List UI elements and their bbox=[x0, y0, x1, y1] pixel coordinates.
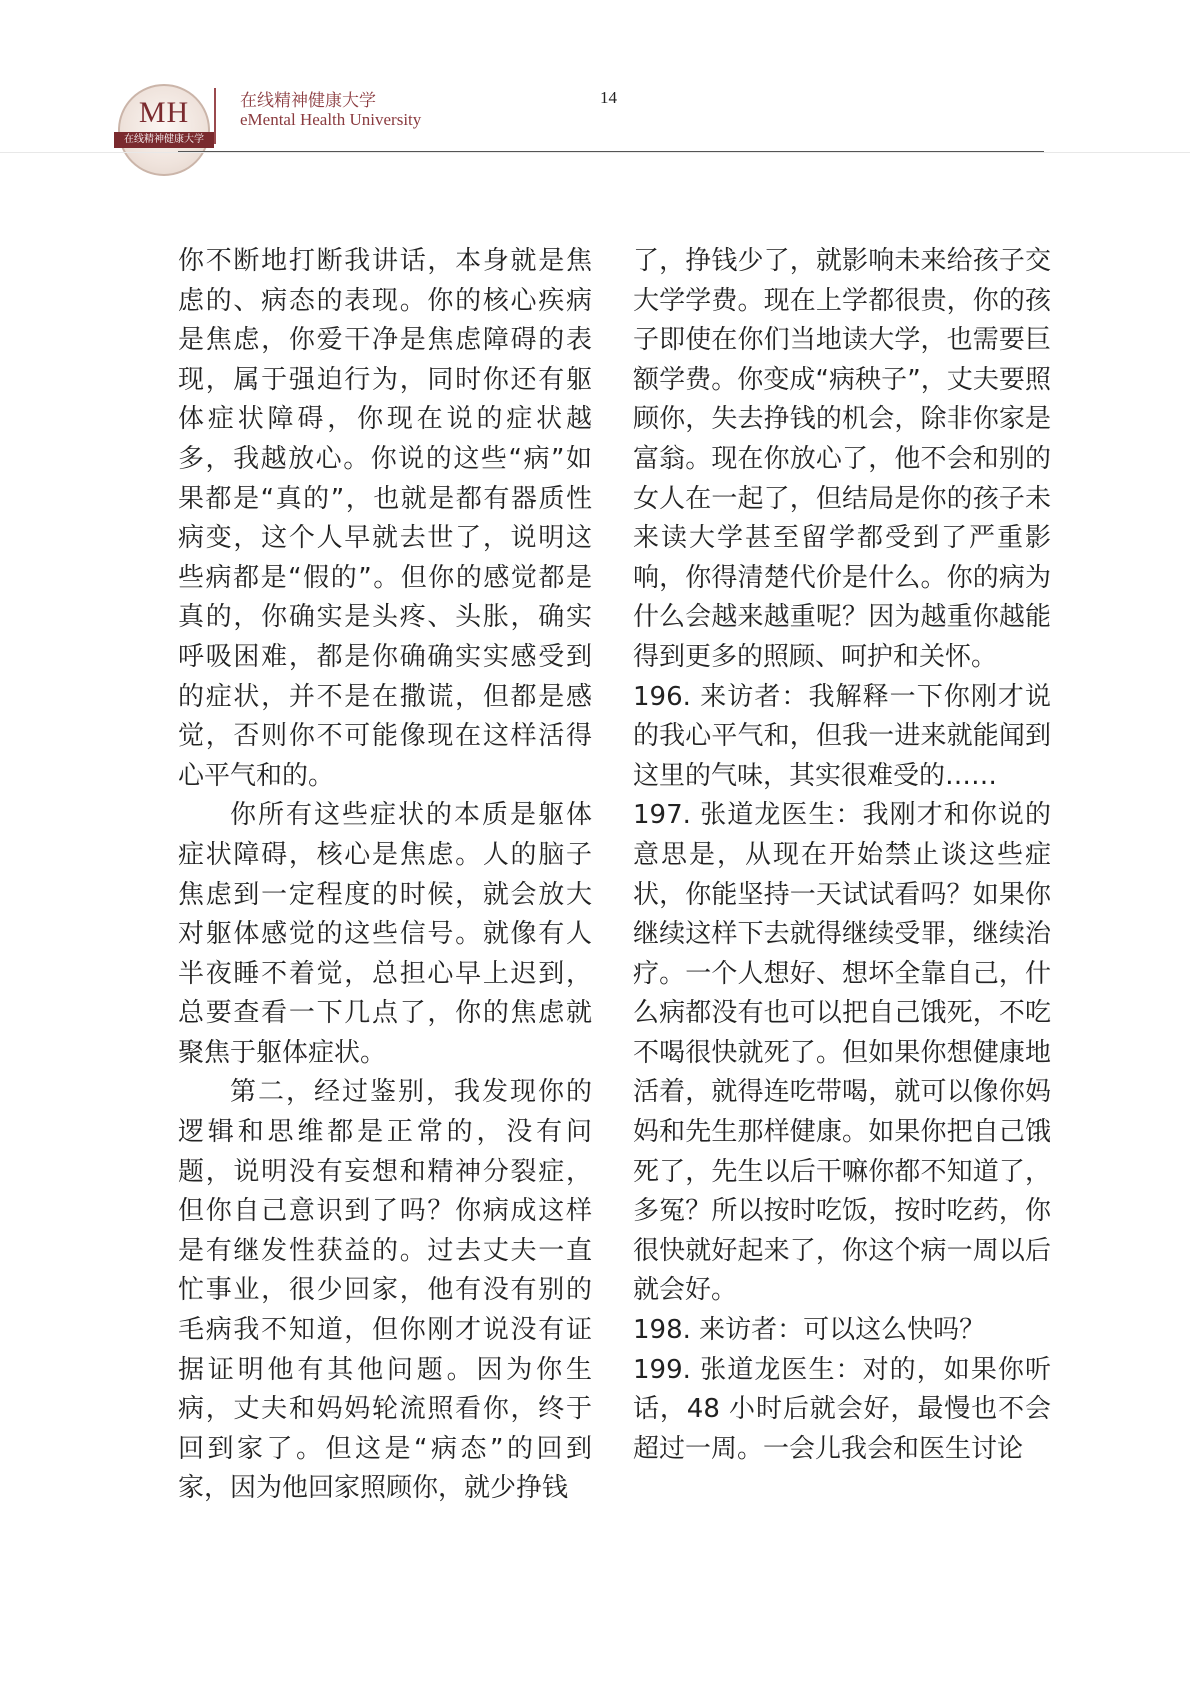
right-column bbox=[633, 242, 1051, 1469]
paragraph: 你所有这些症状的本质是躯体症状障碍，核心是焦虑。人的脑子焦虑到一定程度的时候，就会放大对躯体感觉的这些信号。就像有人半夜睡不着觉，总担心早上迟到，总要查看一下几点了，你的焦虑就聚焦于躯体症状。 bbox=[178, 800, 592, 1068]
dialogue-196: 196. 来访者：我解释一下你刚才说的我心平气和，但我一进来就能闻到这里的气味，其实很难受的…… bbox=[633, 681, 1051, 791]
paragraph: 你不断地打断我讲话，本身就是焦虑的、病态的表现。你的核心疾病是焦虑，你爱干净是焦虑障碍的表现，属于强迫行为，同时你还有躯体症状障碍，你现在说的症状越多，我越放心。你说的这些“病”如果都是“真的”，也就是都有器质性病变，这个人早就去世了，说明这些病都是“假的”。但你的感觉都是真的，你确实是头疼、头胀，确实呼吸困难，都是你确确实实感受到的症状，并不是在撒谎，但都是感觉，否则你不可能像现在这样活得心平气和的。 bbox=[178, 246, 592, 791]
logo-letters: MH bbox=[138, 96, 190, 129]
logo-banner: 在线精神健康大学 bbox=[114, 132, 214, 148]
dialogue-199: 199. 张道龙医生：对的，如果你听话，48 小时后就会好，最慢也不会超过一周。一会儿我会和医生讨论 bbox=[633, 1354, 1051, 1464]
brand-name-english: eMental Health University bbox=[240, 110, 422, 129]
brand-name-chinese: 在线精神健康大学 bbox=[240, 91, 376, 111]
university-logo bbox=[118, 84, 210, 176]
paragraph: 第二，经过鉴别，我发现你的逻辑和思维都是正常的，没有问题，说明没有妄想和精神分裂症，但你自己意识到了吗？你病成这样是有继发性获益的。过去丈夫一直忙事业，很少回家，他有没有别的毛病我不知道，但你刚才说没有证据证明他有其他问题。因为你生病，丈夫和妈妈轮流照看你，终于回到家了。但这是“病态”的回到家，因为他回家照顾你，就少挣钱 bbox=[178, 1077, 592, 1504]
left-column bbox=[178, 242, 592, 1509]
header-shadow-line bbox=[0, 152, 1190, 153]
dialogue-198: 198. 来访者：可以这么快吗？ bbox=[633, 1315, 986, 1346]
header-divider bbox=[214, 88, 216, 144]
page-number: 14 bbox=[600, 88, 617, 107]
dialogue-197: 197. 张道龙医生：我刚才和你说的意思是，从现在开始禁止谈这些症状，你能坚持一天试试看吗？如果你继续这样下去就得继续受罪，继续治疗。一个人想好、想坏全靠自己，什么病都没有也可以把自己饿死，不吃不喝很快就死了。但如果你想健康地活着，就得连吃带喝，就可以像你妈妈和先生那样健康。如果你把自己饿死了，先生以后干嘛你都不知道了，多冤？所以按时吃饭，按时吃药，你很快就好起来了，你这个病一周以后就会好。 bbox=[633, 800, 1051, 1306]
paragraph: 了，挣钱少了，就影响未来给孩子交大学学费。现在上学都很贵，你的孩子即使在你们当地读大学，也需要巨额学费。你变成“病秧子”，丈夫要照顾你，失去挣钱的机会，除非你家是富翁。现在你放心了，他不会和别的女人在一起了，但结局是你的孩子未来读大学甚至留学都受到了严重影响，你得清楚代价是什么。你的病为什么会越来越重呢？因为越重你越能得到更多的照顾、呵护和关怀。 bbox=[633, 246, 1051, 672]
header-rule bbox=[178, 151, 1044, 152]
page-header bbox=[0, 0, 1190, 160]
